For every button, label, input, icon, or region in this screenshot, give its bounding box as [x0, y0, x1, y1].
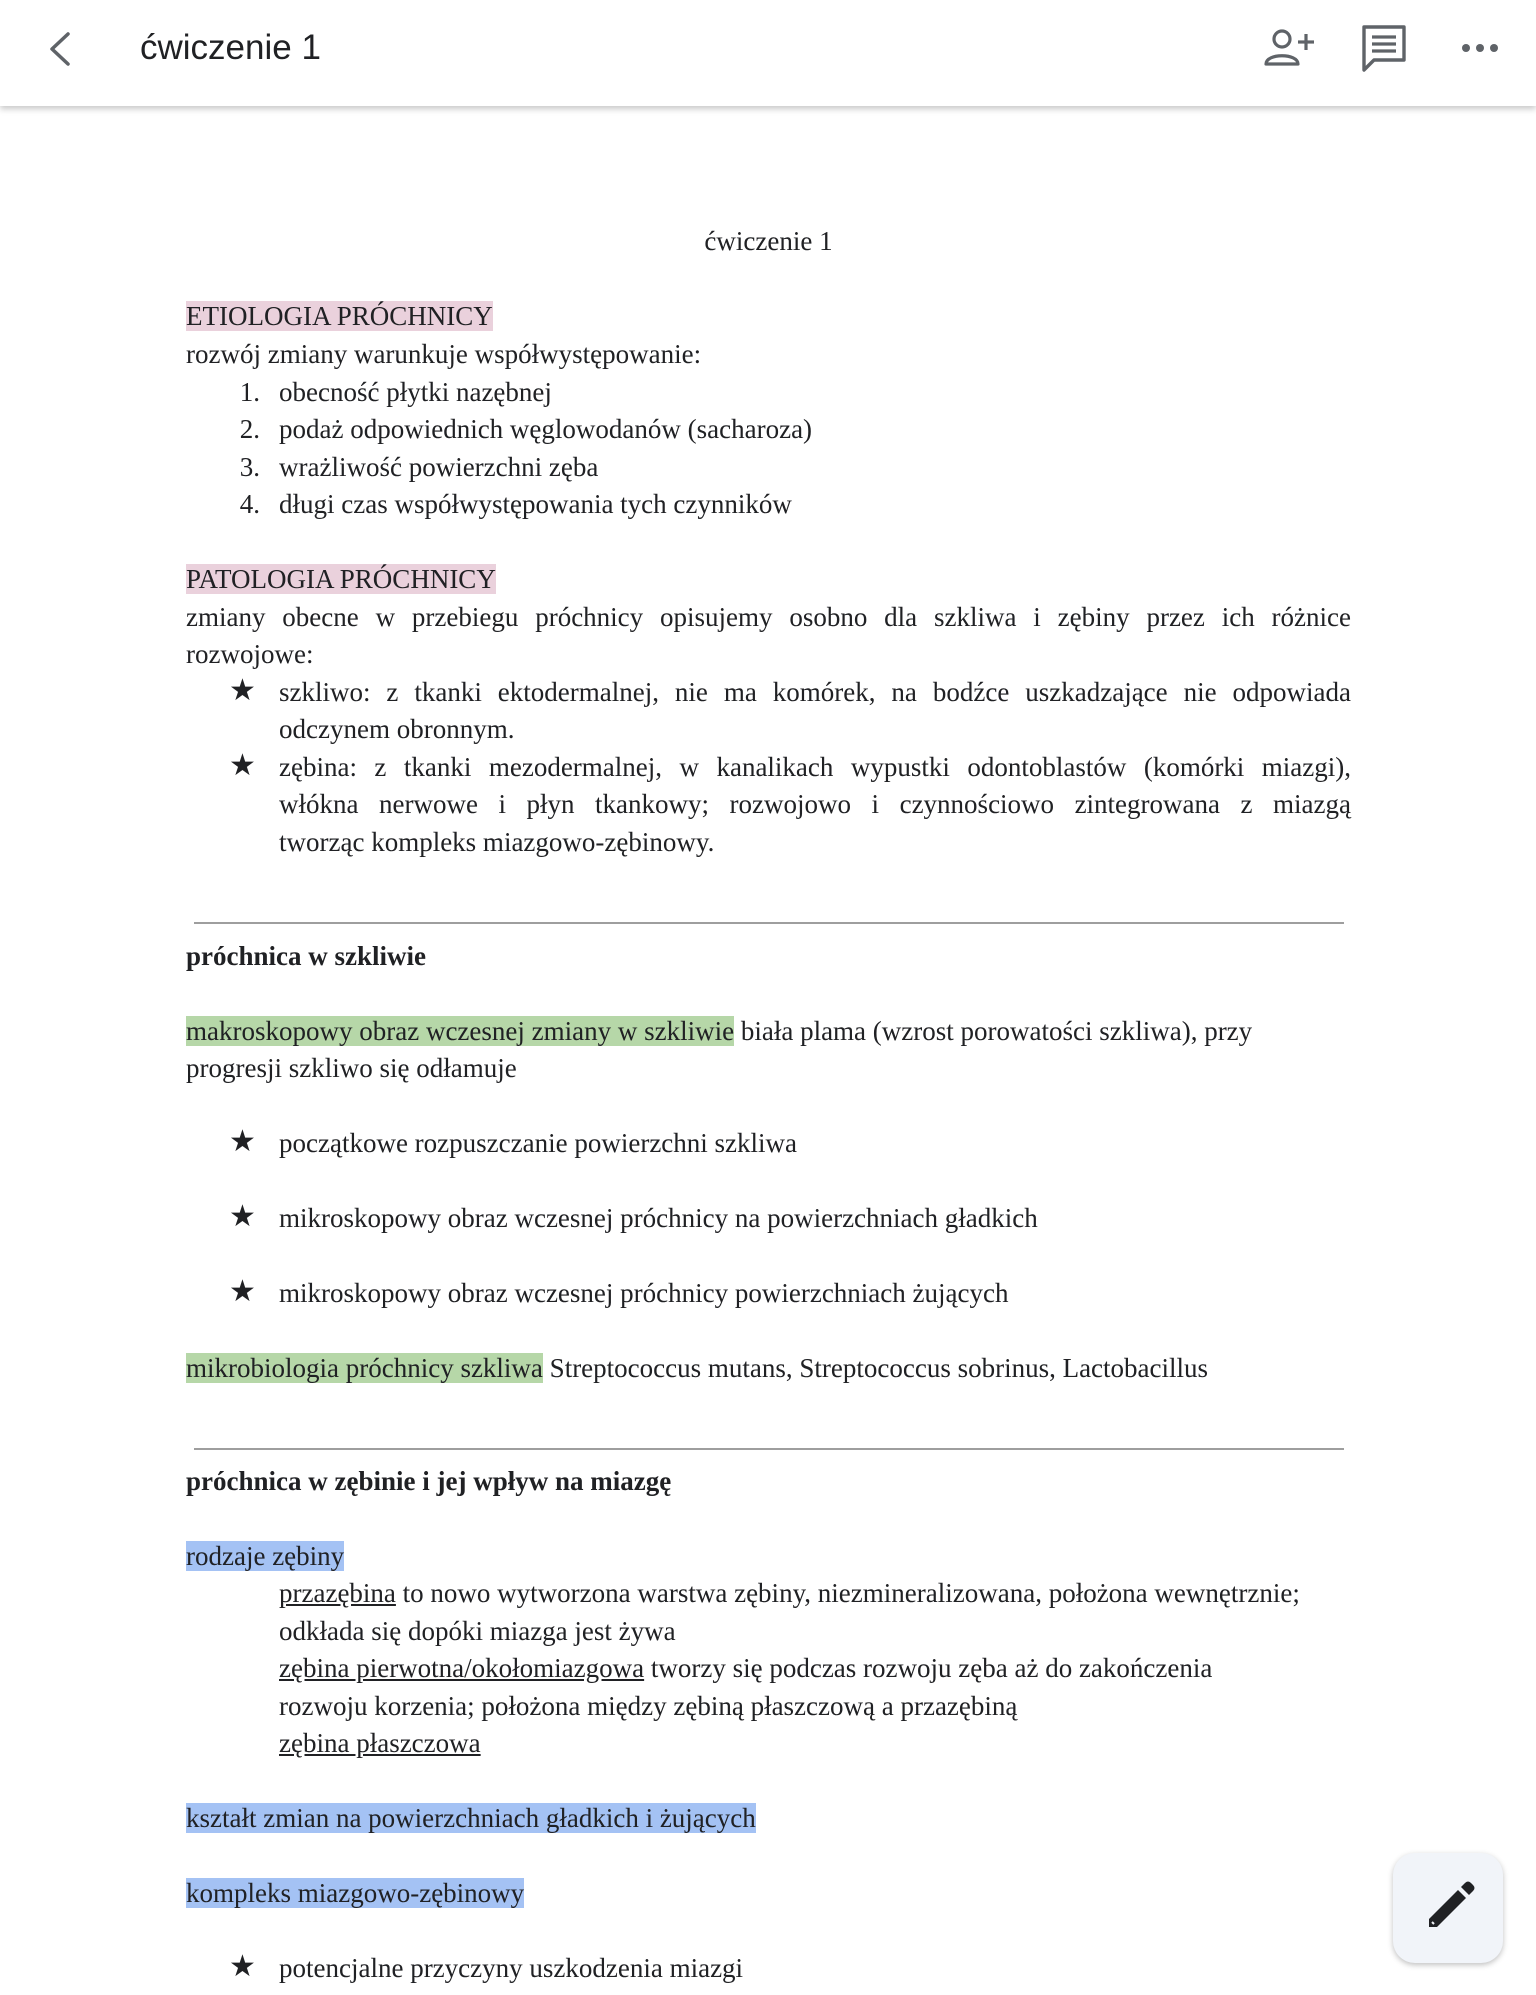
section-heading-pathology: [186, 561, 496, 599]
dentin-type-line: [279, 1725, 481, 1763]
highlight-blue: kompleks miazgowo-zębinowy: [186, 1878, 525, 1908]
paragraph-text: Streptococcus mutans, Streptococcus sobrinus, Lactobacillus: [542, 1353, 1209, 1383]
paragraph-text: to nowo wytworzona warstwa zębiny, niezmineralizowana, położona wewnętrznie;: [395, 1578, 1300, 1608]
highlight-blue: kształt zmian na powierzchniach gładkich i żujących: [186, 1803, 756, 1833]
bullet-text: mikroskopowy obraz wczesnej próchnicy powierzchniach żujących: [279, 1278, 1009, 1308]
dentin-type-line: [279, 1575, 1300, 1613]
bullet-text: początkowe rozpuszczanie powierzchni szkliwa: [279, 1128, 798, 1158]
bullet-text: szkliwo: z tkanki ektodermalnej, nie ma komórek, na bodźce uszkadzające nie odpowiada: [279, 677, 1351, 707]
paragraph-text: biała plama (wzrost porowatości szkliwa), przy: [734, 1016, 1253, 1046]
star-bullet-icon: ★: [229, 673, 256, 708]
dentin-type-line: [279, 1650, 1212, 1688]
highlight-green: mikrobiologia próchnicy szkliwa: [186, 1353, 543, 1383]
pathology-intro-line: rozwojowe:: [186, 639, 314, 669]
pencil-icon: [1393, 1853, 1503, 1963]
enamel-paragraph-line: [186, 1013, 1252, 1051]
list-item: obecność płytki nazębnej: [279, 377, 552, 407]
pulp-dentin-complex-heading: [186, 1875, 524, 1913]
top-app-bar: [0, 0, 1536, 106]
bullet-text: tworząc kompleks miazgowo-zębinowy.: [279, 827, 715, 857]
bullet-text: odczynem obronnym.: [279, 714, 515, 744]
section-heading-enamel: próchnica w szkliwie: [186, 941, 426, 971]
star-bullet-icon: ★: [229, 748, 256, 783]
highlight-pink: PATOLOGIA PRÓCHNICY: [186, 564, 496, 594]
microbiology-line: [186, 1350, 1208, 1388]
bullet-text: potencjalne przyczyny uszkodzenia miazgi: [279, 1953, 744, 1983]
doc-title: ćwiczenie 1: [704, 226, 833, 256]
underlined-term: przazębina: [279, 1578, 396, 1608]
back-arrow-icon[interactable]: [38, 22, 82, 76]
list-number: 3.: [239, 452, 260, 482]
section-heading-etiology: [186, 298, 493, 336]
etiology-intro: rozwój zmiany warunkuje współwystępowanie:: [186, 339, 702, 369]
star-bullet-icon: ★: [229, 1124, 256, 1159]
highlight-pink: ETIOLOGIA PRÓCHNICY: [186, 301, 493, 331]
star-bullet-icon: ★: [229, 1274, 256, 1309]
document-title: ćwiczenie 1: [140, 28, 321, 67]
list-number: 4.: [239, 489, 260, 519]
bullet-text: włókna nerwowe i płyn tkankowy; rozwojowo i czynnościowo zintegrowana z miazgą: [279, 789, 1351, 819]
list-item: długi czas współwystępowania tych czynników: [279, 489, 792, 519]
pathology-intro-line: zmiany obecne w przebiegu próchnicy opisujemy osobno dla szkliwa i zębiny przez ich różnice: [186, 602, 1351, 632]
add-person-icon[interactable]: [1260, 22, 1316, 74]
more-horizontal-icon[interactable]: [1452, 22, 1508, 74]
underlined-term: zębina pierwotna/okołomiazgowa: [279, 1653, 645, 1683]
horizontal-divider: [194, 922, 1344, 924]
list-number: 1.: [239, 377, 260, 407]
comment-icon[interactable]: [1356, 22, 1412, 74]
paragraph-text: tworzy się podczas rozwoju zęba aż do zakończenia: [644, 1653, 1213, 1683]
dentin-type-line: odkłada się dopóki miazga jest żywa: [279, 1616, 676, 1646]
dentin-types-heading: [186, 1538, 344, 1576]
horizontal-divider: [194, 1448, 1344, 1450]
highlight-green: makroskopowy obraz wczesnej zmiany w szkliwie: [186, 1016, 735, 1046]
star-bullet-icon: ★: [229, 1949, 256, 1984]
list-item: podaż odpowiednich węglowodanów (sacharoza): [279, 414, 813, 444]
section-heading-dentin: próchnica w zębinie i jej wpływ na miazgę: [186, 1466, 672, 1496]
enamel-paragraph-line: progresji szkliwo się odłamuje: [186, 1053, 517, 1083]
underlined-term: zębina płaszczowa: [279, 1728, 481, 1758]
edit-fab-button[interactable]: [1393, 1853, 1503, 1963]
highlight-blue: rodzaje zębiny: [186, 1541, 345, 1571]
list-item: wrażliwość powierzchni zęba: [279, 452, 599, 482]
lesion-shape-heading: [186, 1800, 756, 1838]
dentin-type-line: rozwoju korzenia; położona między zębiną płaszczową a przazębiną: [279, 1691, 1018, 1721]
bullet-text: zębina: z tkanki mezodermalnej, w kanalikach wypustki odontoblastów (komórki miazgi),: [279, 752, 1351, 782]
bullet-text: mikroskopowy obraz wczesnej próchnicy na powierzchniach gładkich: [279, 1203, 1038, 1233]
list-number: 2.: [239, 414, 260, 444]
star-bullet-icon: ★: [229, 1199, 256, 1234]
